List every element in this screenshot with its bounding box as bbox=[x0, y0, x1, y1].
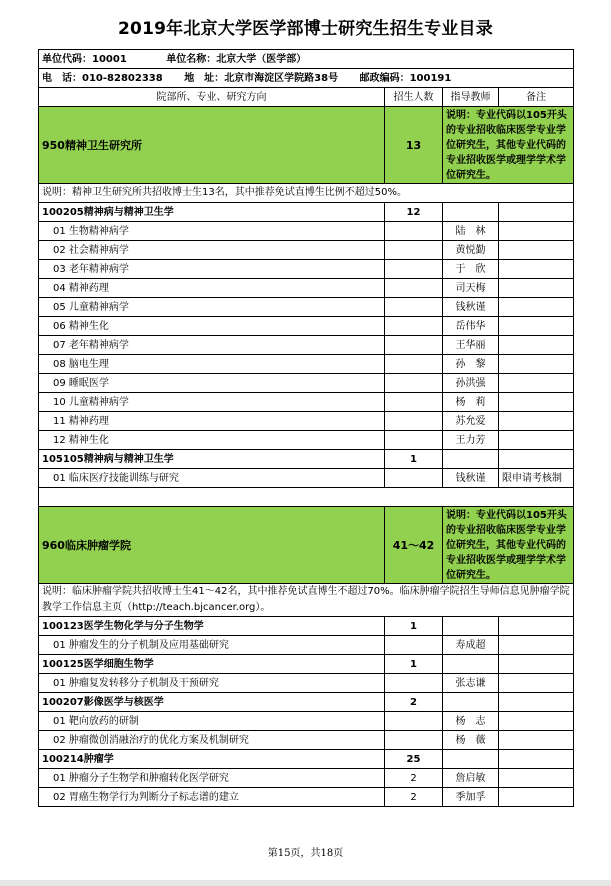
spacer-cell bbox=[39, 488, 574, 507]
institute-quota: 41～42 bbox=[385, 507, 443, 584]
program-name: 100205精神病与精神卫生学 bbox=[39, 203, 385, 222]
direction-row bbox=[39, 788, 574, 807]
direction-name: 02 社会精神病学 bbox=[39, 241, 385, 260]
direction-remark bbox=[499, 260, 574, 279]
page-footer: 第15页，共18页 bbox=[267, 848, 344, 859]
direction-row bbox=[39, 374, 574, 393]
viewer-bottom-bar bbox=[0, 880, 611, 886]
program-remark-cell bbox=[499, 655, 574, 674]
catalog-table bbox=[38, 49, 574, 807]
direction-name: 07 老年精神病学 bbox=[39, 336, 385, 355]
program-remark-cell bbox=[499, 750, 574, 769]
direction-row bbox=[39, 731, 574, 750]
direction-name: 01 临床医疗技能训练与研究 bbox=[39, 469, 385, 488]
direction-count bbox=[385, 393, 443, 412]
direction-row bbox=[39, 769, 574, 788]
direction-advisor: 孙 黎 bbox=[443, 355, 499, 374]
direction-name: 02 胃癌生物学行为判断分子标志谱的建立 bbox=[39, 788, 385, 807]
institute-name: 950精神卫生研究所 bbox=[39, 107, 385, 184]
header-row bbox=[39, 88, 574, 107]
direction-advisor: 季加孚 bbox=[443, 788, 499, 807]
direction-advisor: 杨 薇 bbox=[443, 731, 499, 750]
direction-name: 12 精神生化 bbox=[39, 431, 385, 450]
address-value: 北京市海淀区学院路38号 bbox=[224, 72, 339, 84]
program-name: 100207影像医学与核医学 bbox=[39, 693, 385, 712]
direction-name: 01 肿瘤分子生物学和肿瘤转化医学研究 bbox=[39, 769, 385, 788]
program-row bbox=[39, 693, 574, 712]
direction-name: 01 靶向放药的研制 bbox=[39, 712, 385, 731]
institute-note-row bbox=[39, 584, 574, 617]
direction-count bbox=[385, 712, 443, 731]
unit-name-label: 单位名称： bbox=[166, 53, 217, 65]
direction-count bbox=[385, 469, 443, 488]
program-advisor-cell bbox=[443, 750, 499, 769]
program-name: 100214肿瘤学 bbox=[39, 750, 385, 769]
direction-count bbox=[385, 431, 443, 450]
direction-count: 2 bbox=[385, 788, 443, 807]
direction-count bbox=[385, 298, 443, 317]
unit-code: 10001 bbox=[92, 53, 127, 65]
unit-code-label: 单位代码： bbox=[42, 53, 92, 65]
institute-note: 说明：精神卫生研究所共招收博士生13名，其中推荐免试直博生比例不超过50%。 bbox=[39, 184, 574, 203]
direction-name: 10 儿童精神病学 bbox=[39, 393, 385, 412]
direction-count bbox=[385, 222, 443, 241]
direction-row bbox=[39, 636, 574, 655]
program-remark-cell bbox=[499, 693, 574, 712]
program-remark-cell bbox=[499, 617, 574, 636]
direction-advisor: 张志谦 bbox=[443, 674, 499, 693]
direction-remark bbox=[499, 731, 574, 750]
institute-quota: 13 bbox=[385, 107, 443, 184]
direction-advisor: 苏允爱 bbox=[443, 412, 499, 431]
program-name: 100123医学生物化学与分子生物学 bbox=[39, 617, 385, 636]
program-name: 100125医学细胞生物学 bbox=[39, 655, 385, 674]
program-advisor-cell bbox=[443, 617, 499, 636]
program-advisor-cell bbox=[443, 693, 499, 712]
direction-remark bbox=[499, 636, 574, 655]
phone-label: 电 话： bbox=[42, 72, 82, 84]
direction-row bbox=[39, 260, 574, 279]
direction-name: 08 脑电生理 bbox=[39, 355, 385, 374]
direction-row bbox=[39, 241, 574, 260]
header-quota: 招生人数 bbox=[385, 88, 443, 107]
direction-remark bbox=[499, 769, 574, 788]
direction-remark bbox=[499, 393, 574, 412]
program-row bbox=[39, 203, 574, 222]
direction-advisor: 王华丽 bbox=[443, 336, 499, 355]
direction-name: 09 睡眠医学 bbox=[39, 374, 385, 393]
program-row bbox=[39, 617, 574, 636]
direction-remark bbox=[499, 355, 574, 374]
direction-remark bbox=[499, 788, 574, 807]
zip-label: 邮政编码： bbox=[359, 72, 410, 84]
direction-name: 03 老年精神病学 bbox=[39, 260, 385, 279]
page-title: 2019年北京大学医学部博士研究生招生专业目录 bbox=[118, 19, 493, 39]
unit-info-row bbox=[39, 50, 574, 69]
direction-row bbox=[39, 222, 574, 241]
direction-count bbox=[385, 317, 443, 336]
direction-advisor: 王力芳 bbox=[443, 431, 499, 450]
direction-remark bbox=[499, 374, 574, 393]
direction-count bbox=[385, 674, 443, 693]
phone-value: 010-82802338 bbox=[82, 72, 163, 84]
direction-name: 01 肿瘤发生的分子机制及应用基础研究 bbox=[39, 636, 385, 655]
program-quota: 25 bbox=[385, 750, 443, 769]
direction-advisor: 钱秋谨 bbox=[443, 469, 499, 488]
direction-advisor: 于 欣 bbox=[443, 260, 499, 279]
direction-remark bbox=[499, 241, 574, 260]
direction-advisor: 陆 林 bbox=[443, 222, 499, 241]
direction-count bbox=[385, 336, 443, 355]
direction-count bbox=[385, 636, 443, 655]
direction-count: 2 bbox=[385, 769, 443, 788]
direction-row bbox=[39, 279, 574, 298]
direction-count bbox=[385, 355, 443, 374]
institute-name: 960临床肿瘤学院 bbox=[39, 507, 385, 584]
direction-row bbox=[39, 298, 574, 317]
header-advisor: 指导教师 bbox=[443, 88, 499, 107]
direction-advisor: 钱秋谨 bbox=[443, 298, 499, 317]
program-remark-cell bbox=[499, 450, 574, 469]
header-remark: 备注 bbox=[499, 88, 574, 107]
unit-name: 北京大学（医学部） bbox=[216, 53, 307, 65]
program-advisor-cell bbox=[443, 655, 499, 674]
direction-name: 04 精神药理 bbox=[39, 279, 385, 298]
program-advisor-cell bbox=[443, 203, 499, 222]
direction-count bbox=[385, 731, 443, 750]
direction-row bbox=[39, 412, 574, 431]
direction-count bbox=[385, 374, 443, 393]
direction-remark bbox=[499, 431, 574, 450]
direction-remark bbox=[499, 674, 574, 693]
direction-remark bbox=[499, 712, 574, 731]
institute-note-row bbox=[39, 184, 574, 203]
direction-remark bbox=[499, 317, 574, 336]
direction-advisor: 岳伟华 bbox=[443, 317, 499, 336]
header-direction: 院部所、专业、研究方向 bbox=[39, 88, 385, 107]
program-quota: 1 bbox=[385, 655, 443, 674]
program-advisor-cell bbox=[443, 450, 499, 469]
direction-remark bbox=[499, 336, 574, 355]
contact-info-row bbox=[39, 69, 574, 88]
direction-row bbox=[39, 336, 574, 355]
direction-name: 01 肿瘤复发转移分子机制及干预研究 bbox=[39, 674, 385, 693]
direction-advisor: 寿成超 bbox=[443, 636, 499, 655]
direction-advisor: 杨 莉 bbox=[443, 393, 499, 412]
institute-row bbox=[39, 507, 574, 584]
address-label: 地 址： bbox=[184, 72, 225, 84]
direction-advisor: 黄悦勤 bbox=[443, 241, 499, 260]
program-row bbox=[39, 750, 574, 769]
direction-row bbox=[39, 393, 574, 412]
direction-row bbox=[39, 469, 574, 488]
institute-note: 说明：临床肿瘤学院共招收博士生41～42名，其中推荐免试直博生不超过70%。临床肿瘤学院招生导师信息见肿瘤学院教学工作信息主页（http://teach.bjcancer.org）。 bbox=[39, 584, 574, 617]
institute-remark: 说明：专业代码以105开头的专业招收临床医学专业学位研究生，其他专业代码的专业招收医学或理学学术学位研究生。 bbox=[443, 507, 574, 584]
direction-advisor: 孙洪强 bbox=[443, 374, 499, 393]
direction-count bbox=[385, 279, 443, 298]
direction-name: 05 儿童精神病学 bbox=[39, 298, 385, 317]
direction-row bbox=[39, 674, 574, 693]
program-row bbox=[39, 655, 574, 674]
program-quota: 2 bbox=[385, 693, 443, 712]
direction-row bbox=[39, 317, 574, 336]
program-quota: 12 bbox=[385, 203, 443, 222]
direction-name: 01 生物精神病学 bbox=[39, 222, 385, 241]
direction-row bbox=[39, 431, 574, 450]
direction-row bbox=[39, 355, 574, 374]
direction-remark bbox=[499, 412, 574, 431]
zip-value: 100191 bbox=[409, 72, 452, 84]
direction-name: 06 精神生化 bbox=[39, 317, 385, 336]
direction-name: 11 精神药理 bbox=[39, 412, 385, 431]
direction-name: 02 肿瘤微创消融治疗的优化方案及机制研究 bbox=[39, 731, 385, 750]
direction-count bbox=[385, 241, 443, 260]
direction-remark: 限申请考核制 bbox=[499, 469, 574, 488]
direction-remark bbox=[499, 298, 574, 317]
program-remark-cell bbox=[499, 203, 574, 222]
direction-row bbox=[39, 712, 574, 731]
direction-count bbox=[385, 412, 443, 431]
direction-advisor: 詹启敏 bbox=[443, 769, 499, 788]
program-row bbox=[39, 450, 574, 469]
direction-remark bbox=[499, 279, 574, 298]
direction-advisor: 杨 志 bbox=[443, 712, 499, 731]
institute-row bbox=[39, 107, 574, 184]
direction-advisor: 司天梅 bbox=[443, 279, 499, 298]
program-quota: 1 bbox=[385, 450, 443, 469]
program-name: 105105精神病与精神卫生学 bbox=[39, 450, 385, 469]
spacer-row bbox=[39, 488, 574, 507]
program-quota: 1 bbox=[385, 617, 443, 636]
direction-count bbox=[385, 260, 443, 279]
institute-remark: 说明：专业代码以105开头的专业招收临床医学专业学位研究生，其他专业代码的专业招收医学或理学学术学位研究生。 bbox=[443, 107, 574, 184]
direction-remark bbox=[499, 222, 574, 241]
